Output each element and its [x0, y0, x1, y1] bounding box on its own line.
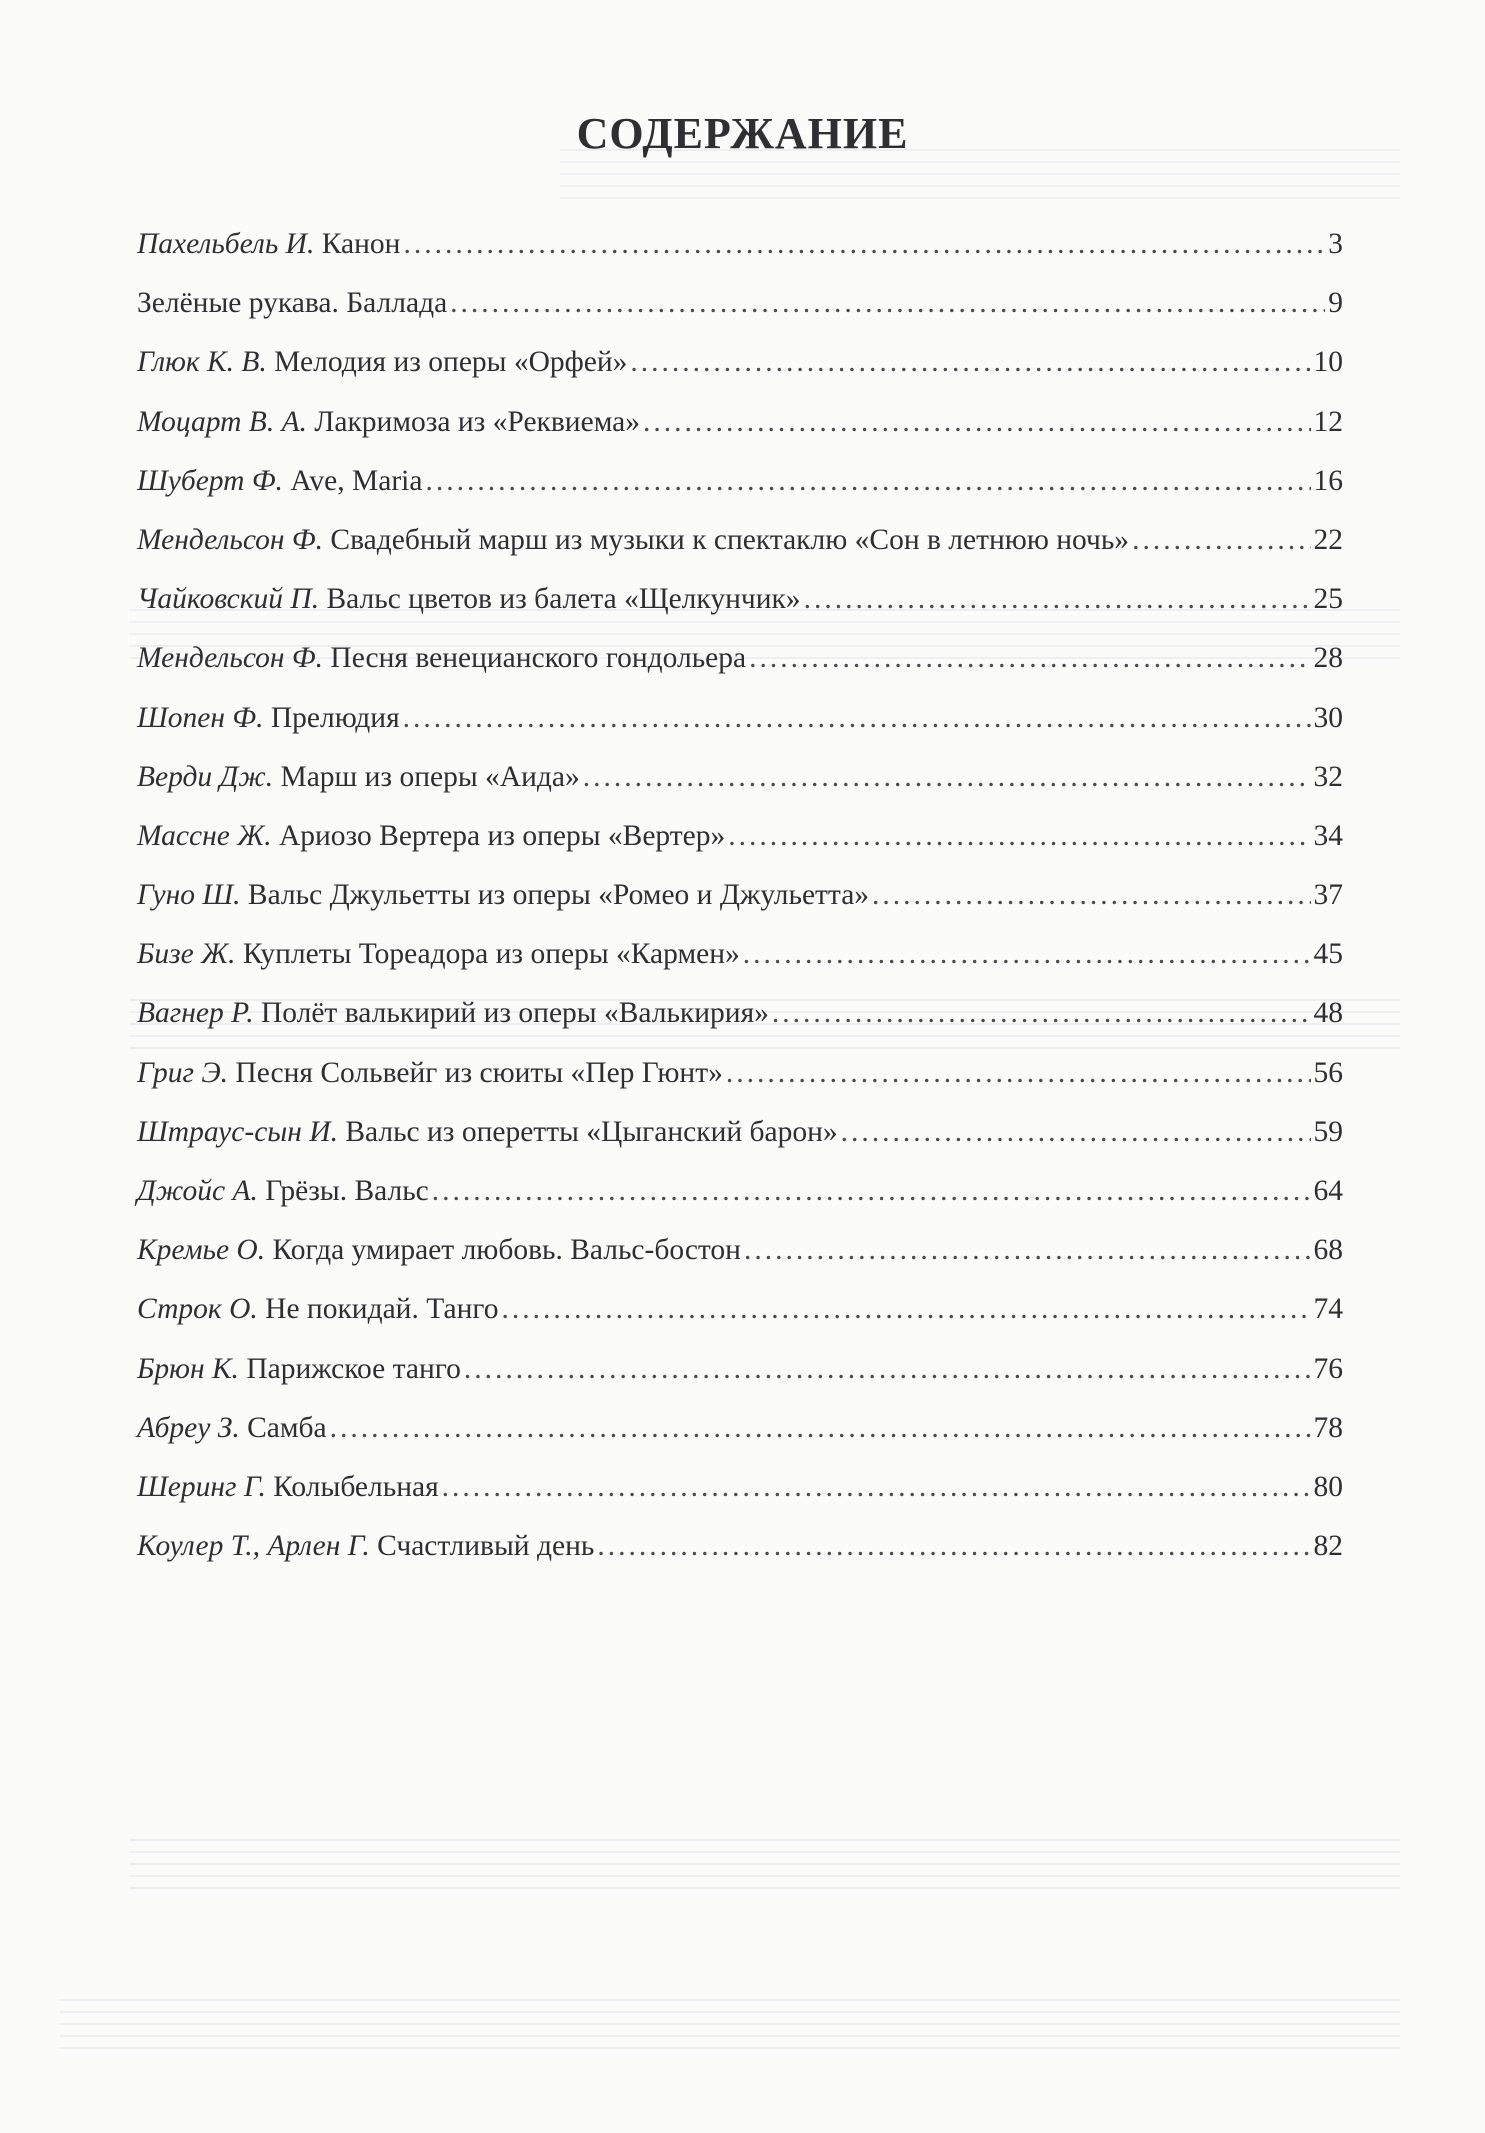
toc-page-number: 16	[1313, 464, 1343, 497]
toc-page-number: 48	[1313, 997, 1343, 1030]
toc-entry-title	[137, 1526, 594, 1566]
dot-leader	[597, 1526, 1310, 1566]
toc-author: Моцарт В. А.	[137, 405, 307, 438]
dot-leader	[804, 579, 1311, 619]
toc-entry-title	[137, 224, 400, 264]
toc-author: Шуберт Ф.	[137, 464, 283, 497]
toc-author: Строк О.	[137, 1293, 258, 1326]
toc-author: Коулер Т., Арлен Г.	[137, 1530, 370, 1563]
toc-work: Не покидай. Танго	[257, 1293, 499, 1326]
dot-leader	[841, 1112, 1311, 1152]
toc-entry-title	[137, 461, 422, 501]
page-title: СОДЕРЖАНИЕ	[576, 109, 909, 158]
toc-page-number: 64	[1313, 1175, 1343, 1207]
toc-work: Ариозо Вертера из оперы «Вертер»	[271, 819, 726, 852]
dot-leader	[872, 875, 1310, 915]
toc-page-number: 32	[1313, 760, 1343, 793]
table-of-contents	[137, 224, 1343, 1585]
toc-work: Вальс цветов из балета «Щелкунчик»	[319, 583, 801, 616]
dot-leader	[630, 342, 1310, 382]
toc-work: Зелёные рукава. Баллада	[137, 287, 448, 320]
toc-author: Глюк К. В.	[137, 346, 267, 379]
toc-entry-title	[137, 283, 447, 323]
toc-entry-title	[137, 1171, 429, 1211]
toc-work: Грёзы. Вальс	[257, 1175, 429, 1207]
toc-entry	[137, 461, 1343, 520]
toc-work: Вальс Джульетты из оперы «Ромео и Джульетта»	[240, 879, 870, 912]
dot-leader	[442, 1467, 1311, 1507]
toc-entry-title	[137, 1408, 327, 1448]
toc-entry	[137, 698, 1343, 757]
toc-author: Кремье О.	[137, 1234, 266, 1267]
toc-work: Свадебный марш из музыки к спектаклю «Сон в летнюю ночь»	[323, 523, 1130, 556]
toc-work: Прелюдия	[263, 701, 400, 734]
toc-work: Колыбельная	[265, 1470, 439, 1503]
dot-leader	[726, 1053, 1311, 1093]
dot-leader	[330, 1408, 1311, 1448]
toc-entry	[137, 1230, 1343, 1289]
toc-page-number: 37	[1313, 879, 1343, 912]
toc-entry-title	[137, 342, 627, 382]
toc-author: Вагнер Р.	[137, 997, 254, 1030]
dot-leader	[450, 283, 1325, 323]
toc-page-number: 34	[1313, 819, 1343, 852]
dot-leader	[502, 1289, 1311, 1329]
toc-author: Шеринг Г.	[137, 1470, 266, 1503]
toc-author: Мендельсон Ф.	[137, 642, 324, 675]
toc-entry-title	[137, 638, 746, 678]
toc-author: Брюн К.	[137, 1352, 239, 1385]
toc-entry	[137, 283, 1343, 342]
toc-page-number: 22	[1313, 523, 1343, 556]
toc-page-number: 28	[1313, 642, 1343, 675]
toc-author: Штраус-сын И.	[137, 1115, 338, 1148]
toc-work: Марш из оперы «Аида»	[273, 760, 580, 793]
toc-work: Вальс из оперетты «Цыганский барон»	[337, 1115, 838, 1148]
toc-work: Когда умирает любовь. Вальс-бостон	[265, 1234, 741, 1267]
toc-entry-title	[137, 698, 400, 738]
toc-page-number: 78	[1313, 1411, 1343, 1444]
toc-entry	[137, 342, 1343, 401]
toc-entry	[137, 1526, 1343, 1585]
toc-entry	[137, 1349, 1343, 1408]
toc-entry	[137, 1289, 1343, 1348]
toc-entry-title	[137, 1230, 741, 1270]
toc-entry-title	[137, 579, 801, 619]
toc-work: Самба	[239, 1411, 327, 1444]
toc-page-number: 80	[1313, 1470, 1343, 1503]
toc-work: Мелодия из оперы «Орфей»	[266, 346, 628, 379]
toc-entry-title	[137, 1053, 723, 1093]
toc-entry-title	[137, 1467, 439, 1507]
dot-leader	[403, 224, 1325, 264]
toc-page-number: 30	[1313, 701, 1343, 734]
toc-author: Верди Дж.	[137, 760, 274, 793]
toc-work: Песня Сольвейг из сюиты «Пер Гюнт»	[228, 1056, 723, 1089]
dot-leader	[743, 934, 1311, 974]
dot-leader	[425, 461, 1310, 501]
toc-author: Чайковский П.	[137, 583, 320, 616]
toc-entry	[137, 520, 1343, 579]
toc-work: Ave, Maria	[282, 464, 423, 497]
dot-leader	[583, 757, 1311, 797]
toc-page-number: 12	[1313, 405, 1343, 438]
toc-entry	[137, 875, 1343, 934]
toc-entry	[137, 816, 1343, 875]
toc-entry-title	[137, 402, 640, 442]
toc-entry	[137, 1171, 1343, 1230]
toc-entry	[137, 934, 1343, 993]
dot-leader	[1132, 520, 1310, 560]
dot-leader	[749, 638, 1310, 678]
toc-entry	[137, 1053, 1343, 1112]
toc-entry-title	[137, 816, 725, 856]
toc-entry-title	[137, 520, 1129, 560]
toc-entry-title	[137, 757, 580, 797]
toc-entry	[137, 757, 1343, 816]
toc-author: Григ Э.	[137, 1056, 229, 1089]
toc-page-number: 56	[1313, 1056, 1343, 1089]
toc-author: Абреу З.	[137, 1411, 240, 1444]
toc-page-number: 74	[1313, 1293, 1343, 1326]
toc-entry-title	[137, 875, 869, 915]
toc-entry	[137, 993, 1343, 1052]
toc-page-number: 9	[1328, 287, 1343, 320]
toc-entry-title	[137, 1289, 499, 1329]
toc-entry	[137, 579, 1343, 638]
dot-leader	[403, 698, 1311, 738]
dot-leader	[772, 993, 1311, 1033]
toc-author: Шопен Ф.	[137, 701, 264, 734]
toc-page-number: 68	[1313, 1234, 1343, 1267]
toc-page-number: 76	[1313, 1352, 1343, 1385]
toc-entry	[137, 1408, 1343, 1467]
toc-page-number: 3	[1328, 228, 1343, 260]
toc-entry-title	[137, 934, 740, 974]
toc-work: Полёт валькирий из оперы «Валькирия»	[253, 997, 769, 1030]
toc-entry-title	[137, 993, 769, 1033]
toc-author: Мендельсон Ф.	[137, 523, 324, 556]
toc-entry	[137, 224, 1343, 283]
toc-page-number: 25	[1313, 583, 1343, 616]
toc-work: Канон	[314, 228, 401, 260]
toc-author: Пахельбель И.	[137, 228, 315, 260]
toc-work: Счастливый день	[369, 1530, 595, 1563]
toc-page-number: 45	[1313, 938, 1343, 971]
toc-page-number: 82	[1313, 1530, 1343, 1563]
toc-entry	[137, 1112, 1343, 1171]
toc-entry-title	[137, 1112, 838, 1152]
dot-leader	[744, 1230, 1311, 1270]
toc-work: Песня венецианского гондольера	[323, 642, 747, 675]
dot-leader	[643, 402, 1311, 442]
toc-entry-title	[137, 1349, 461, 1389]
dot-leader	[728, 816, 1310, 856]
toc-entry	[137, 402, 1343, 461]
toc-author: Гуно Ш.	[137, 879, 241, 912]
toc-entry	[137, 638, 1343, 697]
toc-author: Массне Ж.	[137, 819, 272, 852]
toc-work: Куплеты Тореадора из оперы «Кармен»	[235, 938, 740, 971]
toc-entry	[137, 1467, 1343, 1526]
toc-author: Бизе Ж.	[137, 938, 236, 971]
toc-page-number: 10	[1313, 346, 1343, 379]
toc-page-number: 59	[1313, 1115, 1343, 1148]
toc-work: Лакримоза из «Реквиема»	[306, 405, 640, 438]
dot-leader	[432, 1171, 1311, 1211]
toc-work: Парижское танго	[238, 1352, 461, 1385]
toc-author: Джойс А.	[137, 1175, 258, 1207]
dot-leader	[464, 1349, 1311, 1389]
